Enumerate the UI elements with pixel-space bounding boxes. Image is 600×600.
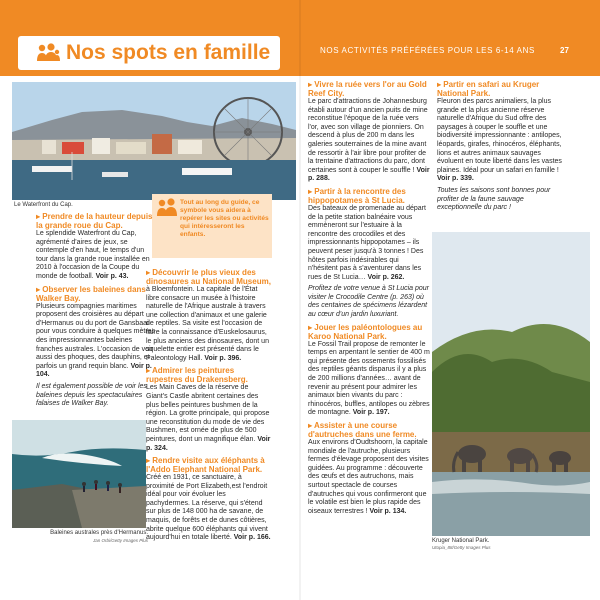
section-title: ▸ Admirer les peintures rupestres du Drakensberg. [146,366,248,385]
section-title: ▸ Rendre visite aux éléphants à l'Addo Elephant National Park. [146,456,265,475]
column-2 [146,268,271,586]
page-ref: Voir p. 339. [437,175,474,183]
page-number: 27 [560,46,569,55]
page-subtitle: NOS ACTIVITÉS PRÉFÉRÉES POUR LES 6-14 ANS [320,46,535,55]
section-title: ▸ Partir en safari au Kruger National Park. [437,80,540,98]
page-spine [299,0,301,600]
section-body: Les Main Caves de la réserve de Giant's Castle abritent certaines des plus belles peintures bushmen de la région. La grotte principale, qui propose une reconstitution du mode de vie des Bushmen, est ornée de plus de 500 peintures, dont un magnifique élan. [146,384,270,443]
kruger-photo [432,232,590,536]
section-title: ▸ Partir à la rencontre des hippopotames à St Lucia. [308,186,406,205]
section-body: Le parc d'attractions de Johannesburg établi autour d'un ancien puits de mine reconstitue l'époque de la ruée vers l'or, avec son village de pionniers. On descend à plus de 200 m dans les galeries souterraines de la mine avant de ressortir à l'air libre pour profiter de la trentaine d'attractions du parc, dont certaines sont à couper le souffle ! [308,98,428,174]
page-ref: Voir p. 166. [233,534,271,542]
kruger-caption: Kruger National Park. [432,538,490,544]
waterfront-caption: Le Waterfront du Cap. [14,202,73,208]
page-ref: Voir p. 197. [352,409,390,417]
section-title: ▸ Jouer les paléontologues au Karoo National Park. [308,322,423,341]
page-title: Nos spots en famille [66,41,271,64]
page-ref: Voir p. 324. [146,435,271,452]
section-title: ▸ Observer les baleines dans Walker Bay. [36,284,146,303]
section-title: ▸ Prendre de la hauteur depuis la grande roue du Cap. [36,212,153,230]
waterfront-photo [12,82,296,200]
whales-photo [12,420,146,528]
section-body: Des bateaux de promenade au départ de la petite station balnéaire vous emmèneront sur l'estuaire à la rencontre des crocodiles et des impressionnants hippopotames – ils peuvent peser jusqu'à 3 tonnes ! Des hôtes parfois indésirables qui n'hésitent pas à s'aventurer dans les rues de St Lucia… [308,204,426,281]
column-1 [36,212,158,420]
tip-box [152,194,272,258]
page-ref: Voir p. 288. [308,166,430,183]
family-icon [36,43,60,63]
section-title: ▸ Assister à une course d'autruches dans une ferme. [308,421,417,439]
tip-text: Tout au long du guide, ce symbole vous aidera à repérer les sites ou activités qui intéresseront les enfants. [180,199,269,238]
page-ref: Voir p. 43. [95,272,129,280]
whales-credit: Jan Orbi/Getty Images Plus [92,538,148,543]
section-note: Profitez de votre venue à St Lucia pour visiter le Crocodile Centre (p. 263) où des centaines de spécimens lézardent au cœur d'un jardin luxuriant. [308,285,430,319]
page-ref: Voir p. 396. [204,354,242,362]
column-4 [437,80,569,225]
section-note: Toutes les saisons sont bonnes pour profiter de la faune sauvage exceptionnelle du parc ! [437,186,551,212]
section-body: Aux environs d'Oudtshoorn, la capitale mondiale de l'autruche, plusieurs fermes d'élevage proposent des visites guidées. Au programme : découverte des œufs et des autruchons, mais surtout spectacle de courses d'autruches qui vous confirmeront que le volatile est bien le plus rapide des oiseaux terrestres ! [308,439,429,515]
page-ref: Voir p. 262. [367,273,405,281]
section-note: Il est également possible de voir les baleines depuis les spectaculaires falaises de Walker Bay. [36,382,147,408]
section-body: Plusieurs compagnies maritimes proposent des croisières au départ d'Hermanus ou du port de Gansbaai pour vous conduire à quelques mètres des impressionnantes baleines franches australes. L'occasion de voir aussi des phoques, des dauphins, et parfois un grand requin blanc. [36,302,156,370]
column-3 [308,80,430,590]
page-ref: Voir p. 104. [36,362,152,379]
section-title: ▸ Vivre la ruée vers l'or au Gold Reef City. [308,80,427,98]
kruger-credit: Utopia_88/Getty Images Plus [432,545,491,550]
section-body: Fleuron des parcs animaliers, la plus grande et la plus ancienne réserve naturelle d'Afrique du Sud offre des paysages à couper le souffle et une biodiversité impressionnante : antilopes, léopards, girafes, rhinocéros, éléphants, lions et autres animaux sauvages évoluent en toute liberté dans les vastes plaines. Idéal pour un safari en famille ! [437,98,562,174]
whales-caption: Baleines australes près d'Hermanus. [50,530,148,536]
section-body: Créé en 1931, ce sanctuaire, à proximité de Port Elizabeth,est l'endroit idéal pour voir évoluer les pachydermes. La réserve, qui s'étend sur plus de 148 000 ha de savane, de maquis, de forêts et de dunes côtières, abrite quelque 600 éléphants qui vivent aujourd'hui en totale liberté. [146,474,268,542]
section-title: ▸ Découvrir le plus vieux des dinosaures au National Museum, [146,268,271,286]
section-body: Le Fossil Trail propose de remonter le temps en arpentant le sentier de 400 m qui présente des ossements fossilisés des reptiles géants disparus il y a plus de 200 millions d'années… avant de revenir au présent pour admirer les animaux bien vivants du parc : rhinocéros, buffles, antilopes ou zèbres de montagne. [308,340,430,417]
section-body: Le splendide Waterfront du Cap, agrémenté d'aires de jeux, se contemple d'en haut, le temps d'un tour dans la grande roue installée en 2010 à l'occasion de la Coupe du monde de football. [36,230,150,280]
page-ref: Voir p. 134. [369,507,407,515]
section-body: à Bloemfontein. La capitale de l'État libre consacre un musée à l'histoire naturelle de l'Afrique australe à travers une collection d'animaux et une galerie de reptiles. Sa visite est l'occasion de faire la connaissance d'Euskelosaurus, le plus anciens des dinosaures, dont un squelette entier est présenté dans le Paleontology Hall. [146,286,269,362]
family-icon [156,198,180,218]
